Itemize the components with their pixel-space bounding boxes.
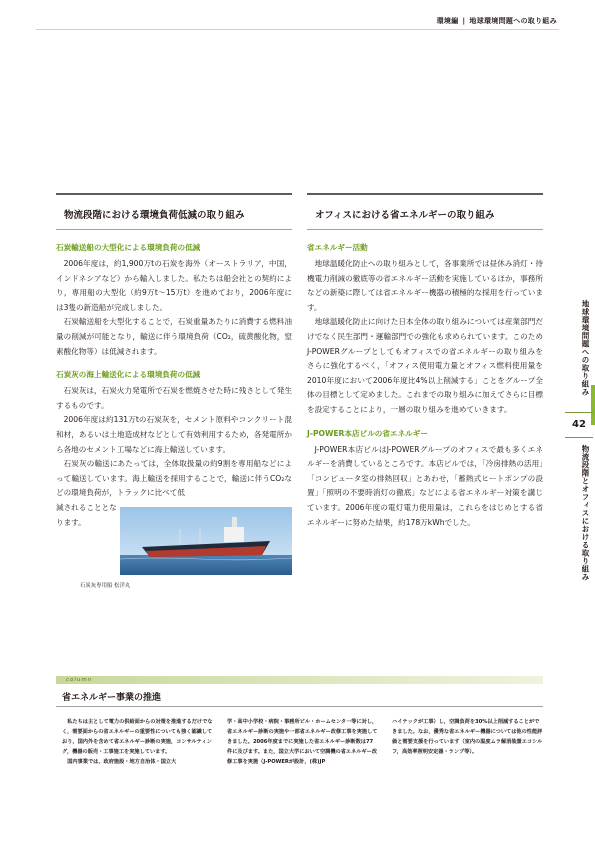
right-heading: オフィスにおける省エネルギーの取り組み	[307, 193, 543, 230]
right-p3: J-POWER本店ビルはJ-POWERグループのオフィスで最も多くエネルギーを消費しているところです。本店ビルでは，「冷房排熱の活用」「コンピュータ室の排熱回収」とあわせ，「蓄熱式ヒートポンプの設置」「照明の不要時消灯の徹底」などによる省エネルギー対策を講じています。2006年度の電灯電力使用量は，これらをはじめとする省エネルギーに努めた結果，約178万kWhでした。	[307, 444, 543, 527]
column-col-1	[62, 717, 213, 767]
page-number: 42	[565, 412, 593, 438]
left-sub1: 石炭輸送船の大型化による環境負荷の低減	[56, 243, 201, 252]
side-tab-subtitle: 物流段階とオフィスにおける取り組み	[581, 445, 590, 581]
right-sub2: J-POWER本店ビルの省エネルギー	[307, 428, 428, 438]
figure-row	[56, 501, 292, 575]
right-p1: 地球温暖化防止への取り組みとして，各事業所では昼休み消灯・待機電力削減の徹底等の省エネルギー活動を実施しているほか，事務所などの新築に際しては省エネルギー機器の積極的な採用を行っています。	[307, 259, 543, 312]
column-c1b: 国内事業では，政府施設・地方自治体・国立大	[67, 759, 177, 765]
column-col-2	[227, 717, 378, 767]
right-sub1: 省エネルギー活動	[307, 243, 368, 252]
left-p1: 2006年度は，約1,900万tの石炭を海外（オーストラリア，中国，インドネシアなど）から輸入しました。私たちは船会社との契約により，専用船の大型化（約9万t〜15万t）を進めており，2006年度には3隻の新造船が完成しました。	[56, 259, 292, 312]
left-sub2: 石炭灰の海上輸送化による環境負荷の低減	[56, 370, 201, 380]
left-p2: 石炭輸送船を大型化することで，石炭重量あたりに消費する燃料油量の削減が可能となり，輸送に伴う環境負荷（CO₂，硫黄酸化物，窒素酸化物等）は低減されます。	[56, 317, 292, 356]
left-column	[56, 193, 292, 589]
column-c2: 学・高中小学校・病院・事務所ビル・ホームセンタ一等に対し，省エネルギー診断の実施や一部省エネルギー改修工事を実施してきました。2006年度までに実施した省エネルギー診断数は77件に及びます。また，国立大学において空調機の省エネルギー改修工事を実施（J-POWERが設計，(株)JP	[227, 719, 378, 765]
left-p5: 石炭灰の輸送にあたっては，全体取扱量の約9割を専用船などによって輸送しています。海上輸送を採用することで，輸送に伴うCO₂などの環境負荷が，トラックに比べて低	[56, 459, 292, 498]
column-c1a: 私たちは主として電力の供給面からの対策を推進するだけでなく，需要面からの省エネルギーの重要性についても強く認識しており，国内外を含めて省エネルギー診断の実施，コンサルティング，機器の販売・工事施工を実施しています。	[62, 719, 213, 755]
side-tab-title: 地球環境問題への取り組み	[581, 300, 590, 396]
photo-caption: 石炭灰専用船 松洋丸	[80, 582, 131, 589]
left-p3: 石炭灰は，石炭火力発電所で石炭を燃焼させた時に残さとして発生するものです。	[56, 386, 292, 410]
left-p5b: 減されることとなります。	[56, 502, 117, 527]
right-column	[307, 193, 543, 530]
column-title: 省エネルギー事業の推進	[56, 684, 543, 707]
left-heading: 物流段階における環境負荷低減の取り組み	[56, 193, 292, 230]
header-rule	[36, 29, 559, 30]
column-box	[56, 676, 543, 770]
column-body	[56, 717, 543, 767]
column-c3: ハイテックが工事）し，空調負荷を30%以上削減することができました。なお，優秀な省エネルギー機器については他の性能評価と需要支援を行っています（室内の温度ムラ解消装置エコシルフ，高効率照明安定器・ランプ等）。	[392, 719, 543, 755]
header-title: 地球環境問題への取り組み	[469, 17, 557, 25]
column-label: column	[56, 676, 543, 684]
right-p2: 地球温暖化防止に向けた日本全体の取り組みについては産業部門だけでなく民生部門・運輸部門での強化も求められています。このためJ-POWERグループとしてもオフィスでの省エネルギーの取り組みをさらに強化するべく，「オフィス使用電力量とオフィス燃料使用量を2010年度において2006年度比4%以上削減する」ことをグループ全体の目標として定めました。これまでの取り組みに加えてさらに目標を設定することにより，一層の取り組みを進めていきます。	[307, 317, 543, 414]
column-col-3	[392, 717, 543, 767]
ship-photo	[120, 507, 292, 575]
page-header: 環境編 | 地球環境問題への取り組み	[436, 17, 557, 25]
left-p4: 2006年度は約131万tの石炭灰を，セメント原料やコンクリート混和材，あるいは土地造成材などとして有効利用するため，各発電所から各地のセメント工場などに海上輸送しています。	[56, 415, 292, 454]
header-section: 環境編	[436, 17, 459, 25]
